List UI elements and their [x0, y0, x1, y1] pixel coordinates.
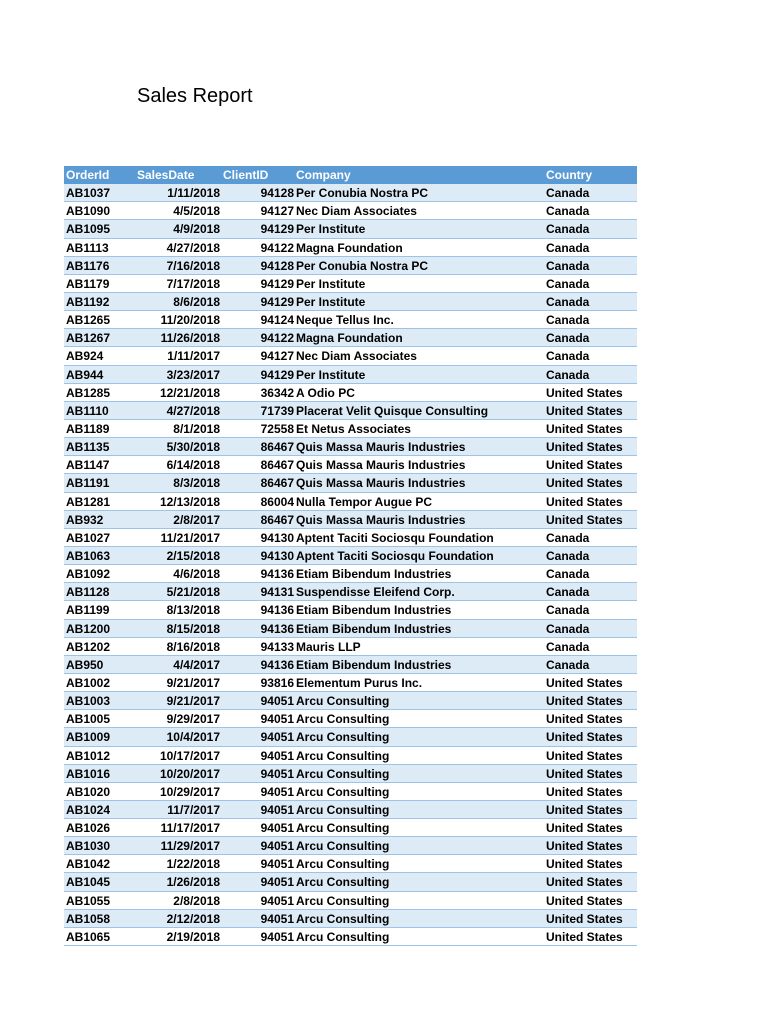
cell-order-id: AB1030: [66, 839, 111, 854]
cell-country: Canada: [546, 639, 590, 654]
cell-sales-date: 9/21/2017: [166, 675, 220, 690]
cell-order-id: AB1058: [66, 911, 111, 926]
column-header-order-id[interactable]: OrderId: [66, 168, 110, 182]
table-row[interactable]: [64, 529, 637, 547]
cell-client-id: 94129: [260, 222, 294, 237]
cell-sales-date: 9/21/2017: [166, 694, 220, 709]
cell-sales-date: 7/17/2018: [166, 276, 220, 291]
table-row[interactable]: [64, 511, 637, 529]
cell-company: Per Institute: [296, 276, 366, 291]
cell-client-id: 86467: [260, 440, 294, 455]
cell-company: Per Institute: [296, 294, 366, 309]
cell-order-id: AB1147: [66, 458, 110, 473]
cell-company: Arcu Consulting: [296, 784, 390, 799]
page-title: Sales Report: [137, 85, 253, 107]
cell-sales-date: 11/26/2018: [160, 331, 220, 346]
cell-sales-date: 8/15/2018: [166, 621, 220, 636]
cell-company: Arcu Consulting: [296, 766, 390, 781]
cell-country: Canada: [546, 548, 590, 563]
cell-country: United States: [546, 857, 623, 872]
cell-country: Canada: [546, 331, 590, 346]
cell-company: Arcu Consulting: [296, 694, 390, 709]
cell-country: United States: [546, 440, 623, 455]
table-header: [64, 166, 637, 184]
cell-client-id: 86467: [260, 476, 294, 491]
table-row[interactable]: [64, 347, 637, 365]
sales-table: [64, 166, 637, 946]
cell-company: Per Institute: [296, 222, 366, 237]
cell-company: Quis Massa Mauris Industries: [296, 458, 466, 473]
cell-order-id: AB1003: [66, 694, 111, 709]
cell-client-id: 94129: [260, 276, 294, 291]
cell-sales-date: 12/13/2018: [159, 494, 220, 509]
cell-company: Per Conubia Nostra PC: [296, 186, 429, 201]
table-row[interactable]: [64, 438, 637, 456]
cell-country: Canada: [546, 276, 590, 291]
table-row[interactable]: [64, 239, 637, 257]
cell-sales-date: 1/26/2018: [166, 875, 220, 890]
table-row[interactable]: [64, 783, 637, 801]
table-row[interactable]: [64, 656, 637, 674]
table-row[interactable]: [64, 837, 637, 855]
cell-company: Arcu Consulting: [296, 893, 390, 908]
cell-order-id: AB1012: [66, 748, 111, 763]
cell-country: United States: [546, 403, 623, 418]
cell-client-id: 94051: [260, 766, 294, 781]
cell-company: Arcu Consulting: [296, 911, 390, 926]
cell-country: United States: [546, 839, 623, 854]
cell-client-id: 94051: [260, 784, 294, 799]
cell-client-id: 94124: [260, 313, 294, 328]
cell-sales-date: 1/22/2018: [166, 857, 220, 872]
cell-country: United States: [546, 802, 623, 817]
table-row[interactable]: [64, 601, 637, 619]
cell-country: Canada: [546, 621, 590, 636]
cell-country: United States: [546, 730, 623, 745]
cell-client-id: 94051: [260, 821, 294, 836]
cell-order-id: AB1265: [66, 313, 111, 328]
cell-company: Et Netus Associates: [296, 421, 411, 436]
cell-sales-date: 5/30/2018: [166, 440, 220, 455]
table-row[interactable]: [64, 384, 637, 402]
cell-order-id: AB1027: [66, 530, 111, 545]
cell-company: Quis Massa Mauris Industries: [296, 476, 466, 491]
cell-country: Canada: [546, 258, 590, 273]
cell-order-id: AB1037: [66, 186, 111, 201]
cell-client-id: 94129: [260, 367, 294, 382]
cell-country: Canada: [546, 530, 590, 545]
cell-client-id: 94051: [260, 712, 294, 727]
cell-client-id: 94051: [260, 839, 294, 854]
table-row[interactable]: [64, 873, 637, 891]
table-row[interactable]: [64, 565, 637, 583]
cell-country: Canada: [546, 240, 590, 255]
cell-sales-date: 10/20/2017: [159, 766, 220, 781]
cell-company: Etiam Bibendum Industries: [296, 657, 452, 672]
cell-client-id: 94136: [260, 603, 294, 618]
cell-country: Canada: [546, 204, 590, 219]
table-row[interactable]: [64, 728, 637, 746]
table-row[interactable]: [64, 474, 637, 492]
cell-order-id: AB1002: [66, 675, 111, 690]
cell-company: Suspendisse Eleifend Corp.: [296, 585, 455, 600]
cell-order-id: AB1110: [66, 403, 109, 418]
table-row[interactable]: [64, 184, 637, 202]
cell-order-id: AB1176: [66, 258, 110, 273]
cell-order-id: AB1026: [66, 821, 111, 836]
cell-company: Quis Massa Mauris Industries: [296, 440, 466, 455]
cell-sales-date: 4/5/2018: [173, 204, 220, 219]
cell-company: Arcu Consulting: [296, 730, 390, 745]
cell-order-id: AB1191: [66, 476, 110, 491]
column-header-company[interactable]: Company: [296, 168, 351, 182]
cell-company: Etiam Bibendum Industries: [296, 621, 452, 636]
cell-client-id: 94122: [260, 240, 294, 255]
cell-order-id: AB1285: [66, 385, 111, 400]
table-row[interactable]: [64, 257, 637, 275]
cell-sales-date: 1/11/2017: [167, 349, 220, 364]
column-header-country[interactable]: Country: [546, 168, 592, 182]
cell-company: Per Institute: [296, 367, 366, 382]
cell-country: United States: [546, 784, 623, 799]
cell-order-id: AB1020: [66, 784, 111, 799]
cell-order-id: AB924: [66, 349, 104, 364]
cell-sales-date: 1/11/2018: [167, 186, 220, 201]
cell-company: Nulla Tempor Augue PC: [296, 494, 433, 509]
table-row[interactable]: [64, 892, 637, 910]
cell-country: United States: [546, 911, 623, 926]
cell-country: United States: [546, 821, 623, 836]
cell-order-id: AB1189: [66, 421, 110, 436]
cell-sales-date: 6/14/2018: [166, 458, 220, 473]
cell-country: United States: [546, 694, 623, 709]
cell-country: United States: [546, 675, 623, 690]
cell-company: Etiam Bibendum Industries: [296, 567, 452, 582]
cell-sales-date: 2/8/2017: [173, 512, 220, 527]
cell-client-id: 94133: [260, 639, 294, 654]
cell-company: Quis Massa Mauris Industries: [296, 512, 466, 527]
cell-country: United States: [546, 929, 623, 944]
cell-order-id: AB1202: [66, 639, 111, 654]
cell-order-id: AB944: [66, 367, 104, 382]
cell-client-id: 94127: [260, 204, 294, 219]
cell-sales-date: 11/17/2017: [160, 821, 220, 836]
cell-sales-date: 2/19/2018: [166, 929, 220, 944]
cell-company: A Odio PC: [296, 385, 355, 400]
cell-client-id: 71739: [260, 403, 294, 418]
table-row[interactable]: [64, 765, 637, 783]
cell-order-id: AB1192: [66, 294, 110, 309]
table-row[interactable]: [64, 493, 637, 511]
cell-order-id: AB1199: [66, 603, 110, 618]
cell-sales-date: 2/12/2018: [166, 911, 220, 926]
cell-client-id: 94122: [260, 331, 294, 346]
cell-order-id: AB1281: [66, 494, 111, 509]
cell-company: Arcu Consulting: [296, 857, 390, 872]
cell-client-id: 94051: [260, 730, 294, 745]
cell-order-id: AB1128: [66, 585, 110, 600]
table-row[interactable]: [64, 710, 637, 728]
cell-order-id: AB1024: [66, 802, 111, 817]
cell-country: United States: [546, 712, 623, 727]
cell-client-id: 36342: [260, 385, 294, 400]
cell-client-id: 94051: [260, 802, 294, 817]
cell-country: Canada: [546, 367, 590, 382]
cell-sales-date: 5/21/2018: [166, 585, 220, 600]
cell-company: Aptent Taciti Sociosqu Foundation: [296, 548, 494, 563]
table-row[interactable]: [64, 819, 637, 837]
table-row[interactable]: [64, 855, 637, 873]
cell-sales-date: 4/6/2018: [173, 567, 220, 582]
cell-country: Canada: [546, 603, 590, 618]
cell-sales-date: 4/27/2018: [166, 240, 220, 255]
table-row[interactable]: [64, 366, 637, 384]
cell-company: Arcu Consulting: [296, 839, 390, 854]
cell-country: United States: [546, 458, 623, 473]
table-row[interactable]: [64, 293, 637, 311]
table-body: [64, 184, 637, 946]
cell-order-id: AB950: [66, 657, 104, 672]
table-row[interactable]: [64, 692, 637, 710]
table-row[interactable]: [64, 583, 637, 601]
cell-sales-date: 11/21/2017: [160, 530, 220, 545]
table-row[interactable]: [64, 311, 637, 329]
cell-company: Aptent Taciti Sociosqu Foundation: [296, 530, 494, 545]
cell-order-id: AB1095: [66, 222, 111, 237]
cell-company: Etiam Bibendum Industries: [296, 603, 452, 618]
table-row[interactable]: [64, 928, 637, 946]
cell-sales-date: 8/6/2018: [173, 294, 220, 309]
cell-company: Nec Diam Associates: [296, 349, 417, 364]
table-row[interactable]: [64, 402, 637, 420]
cell-company: Elementum Purus Inc.: [296, 675, 423, 690]
cell-sales-date: 4/4/2017: [173, 657, 220, 672]
cell-order-id: AB1200: [66, 621, 111, 636]
cell-company: Mauris LLP: [296, 639, 361, 654]
cell-order-id: AB1005: [66, 712, 111, 727]
cell-order-id: AB1045: [66, 875, 111, 890]
cell-company: Nec Diam Associates: [296, 204, 417, 219]
cell-client-id: 94127: [260, 349, 294, 364]
cell-client-id: 86004: [260, 494, 294, 509]
cell-order-id: AB1055: [66, 893, 111, 908]
table-row[interactable]: [64, 220, 637, 238]
table-row[interactable]: [64, 202, 637, 220]
cell-client-id: 94051: [260, 875, 294, 890]
cell-order-id: AB1135: [66, 440, 110, 455]
cell-client-id: 93816: [260, 675, 294, 690]
cell-country: United States: [546, 748, 623, 763]
cell-order-id: AB1179: [66, 276, 110, 291]
cell-sales-date: 12/21/2018: [159, 385, 220, 400]
cell-country: Canada: [546, 294, 590, 309]
cell-client-id: 94136: [260, 657, 294, 672]
cell-sales-date: 2/8/2018: [173, 893, 220, 908]
cell-sales-date: 10/29/2017: [159, 784, 220, 799]
cell-client-id: 94051: [260, 694, 294, 709]
cell-order-id: AB1065: [66, 929, 111, 944]
table-row[interactable]: [64, 329, 637, 347]
cell-company: Arcu Consulting: [296, 748, 390, 763]
column-header-sales-date[interactable]: SalesDate: [137, 168, 195, 182]
cell-country: Canada: [546, 349, 590, 364]
cell-sales-date: 8/3/2018: [173, 476, 220, 491]
table-row[interactable]: [64, 801, 637, 819]
cell-country: Canada: [546, 313, 590, 328]
cell-client-id: 94051: [260, 911, 294, 926]
table-row[interactable]: [64, 275, 637, 293]
cell-client-id: 94130: [260, 548, 294, 563]
table-row[interactable]: [64, 674, 637, 692]
cell-client-id: 94128: [260, 258, 294, 273]
cell-company: Arcu Consulting: [296, 712, 390, 727]
table-row[interactable]: [64, 620, 637, 638]
cell-order-id: AB1090: [66, 204, 111, 219]
cell-order-id: AB1267: [66, 331, 111, 346]
cell-client-id: 94131: [260, 585, 294, 600]
cell-sales-date: 10/4/2017: [166, 730, 220, 745]
cell-sales-date: 3/23/2017: [166, 367, 220, 382]
cell-sales-date: 9/29/2017: [166, 712, 220, 727]
cell-sales-date: 7/16/2018: [166, 258, 220, 273]
cell-order-id: AB1009: [66, 730, 111, 745]
cell-sales-date: 8/16/2018: [166, 639, 220, 654]
cell-country: Canada: [546, 222, 590, 237]
cell-country: Canada: [546, 657, 590, 672]
cell-sales-date: 11/7/2017: [167, 802, 220, 817]
cell-company: Arcu Consulting: [296, 821, 390, 836]
cell-country: United States: [546, 875, 623, 890]
cell-sales-date: 8/1/2018: [173, 421, 220, 436]
table-row[interactable]: [64, 747, 637, 765]
cell-client-id: 94130: [260, 530, 294, 545]
table-row[interactable]: [64, 638, 637, 656]
cell-order-id: AB932: [66, 512, 104, 527]
cell-country: Canada: [546, 186, 590, 201]
cell-country: United States: [546, 893, 623, 908]
table-row[interactable]: [64, 420, 637, 438]
cell-country: United States: [546, 421, 623, 436]
cell-country: United States: [546, 385, 623, 400]
cell-client-id: 94051: [260, 748, 294, 763]
cell-company: Arcu Consulting: [296, 875, 390, 890]
cell-client-id: 94051: [260, 929, 294, 944]
cell-order-id: AB1016: [66, 766, 111, 781]
table-row[interactable]: [64, 910, 637, 928]
cell-country: United States: [546, 494, 623, 509]
cell-company: Neque Tellus Inc.: [296, 313, 394, 328]
cell-order-id: AB1113: [66, 240, 109, 255]
cell-country: United States: [546, 512, 623, 527]
cell-sales-date: 2/15/2018: [166, 548, 220, 563]
table-row[interactable]: [64, 456, 637, 474]
cell-sales-date: 10/17/2017: [159, 748, 220, 763]
cell-company: Arcu Consulting: [296, 802, 390, 817]
cell-company: Per Conubia Nostra PC: [296, 258, 429, 273]
cell-client-id: 86467: [260, 458, 294, 473]
cell-sales-date: 8/13/2018: [166, 603, 220, 618]
cell-order-id: AB1092: [66, 567, 111, 582]
column-header-client-id[interactable]: ClientID: [223, 168, 269, 182]
cell-sales-date: 11/20/2018: [160, 313, 220, 328]
cell-company: Arcu Consulting: [296, 929, 390, 944]
cell-country: Canada: [546, 585, 590, 600]
cell-client-id: 94051: [260, 857, 294, 872]
cell-client-id: 94051: [260, 893, 294, 908]
cell-order-id: AB1063: [66, 548, 111, 563]
cell-client-id: 94136: [260, 621, 294, 636]
cell-sales-date: 4/27/2018: [166, 403, 220, 418]
cell-company: Magna Foundation: [296, 240, 403, 255]
cell-company: Magna Foundation: [296, 331, 403, 346]
cell-client-id: 72558: [260, 421, 294, 436]
cell-client-id: 86467: [260, 512, 294, 527]
cell-country: Canada: [546, 567, 590, 582]
cell-sales-date: 11/29/2017: [160, 839, 220, 854]
cell-client-id: 94128: [260, 186, 294, 201]
cell-order-id: AB1042: [66, 857, 111, 872]
cell-client-id: 94129: [260, 294, 294, 309]
table-row[interactable]: [64, 547, 637, 565]
cell-country: United States: [546, 476, 623, 491]
cell-country: United States: [546, 766, 623, 781]
cell-sales-date: 4/9/2018: [173, 222, 220, 237]
cell-company: Placerat Velit Quisque Consulting: [296, 403, 489, 418]
cell-client-id: 94136: [260, 567, 294, 582]
